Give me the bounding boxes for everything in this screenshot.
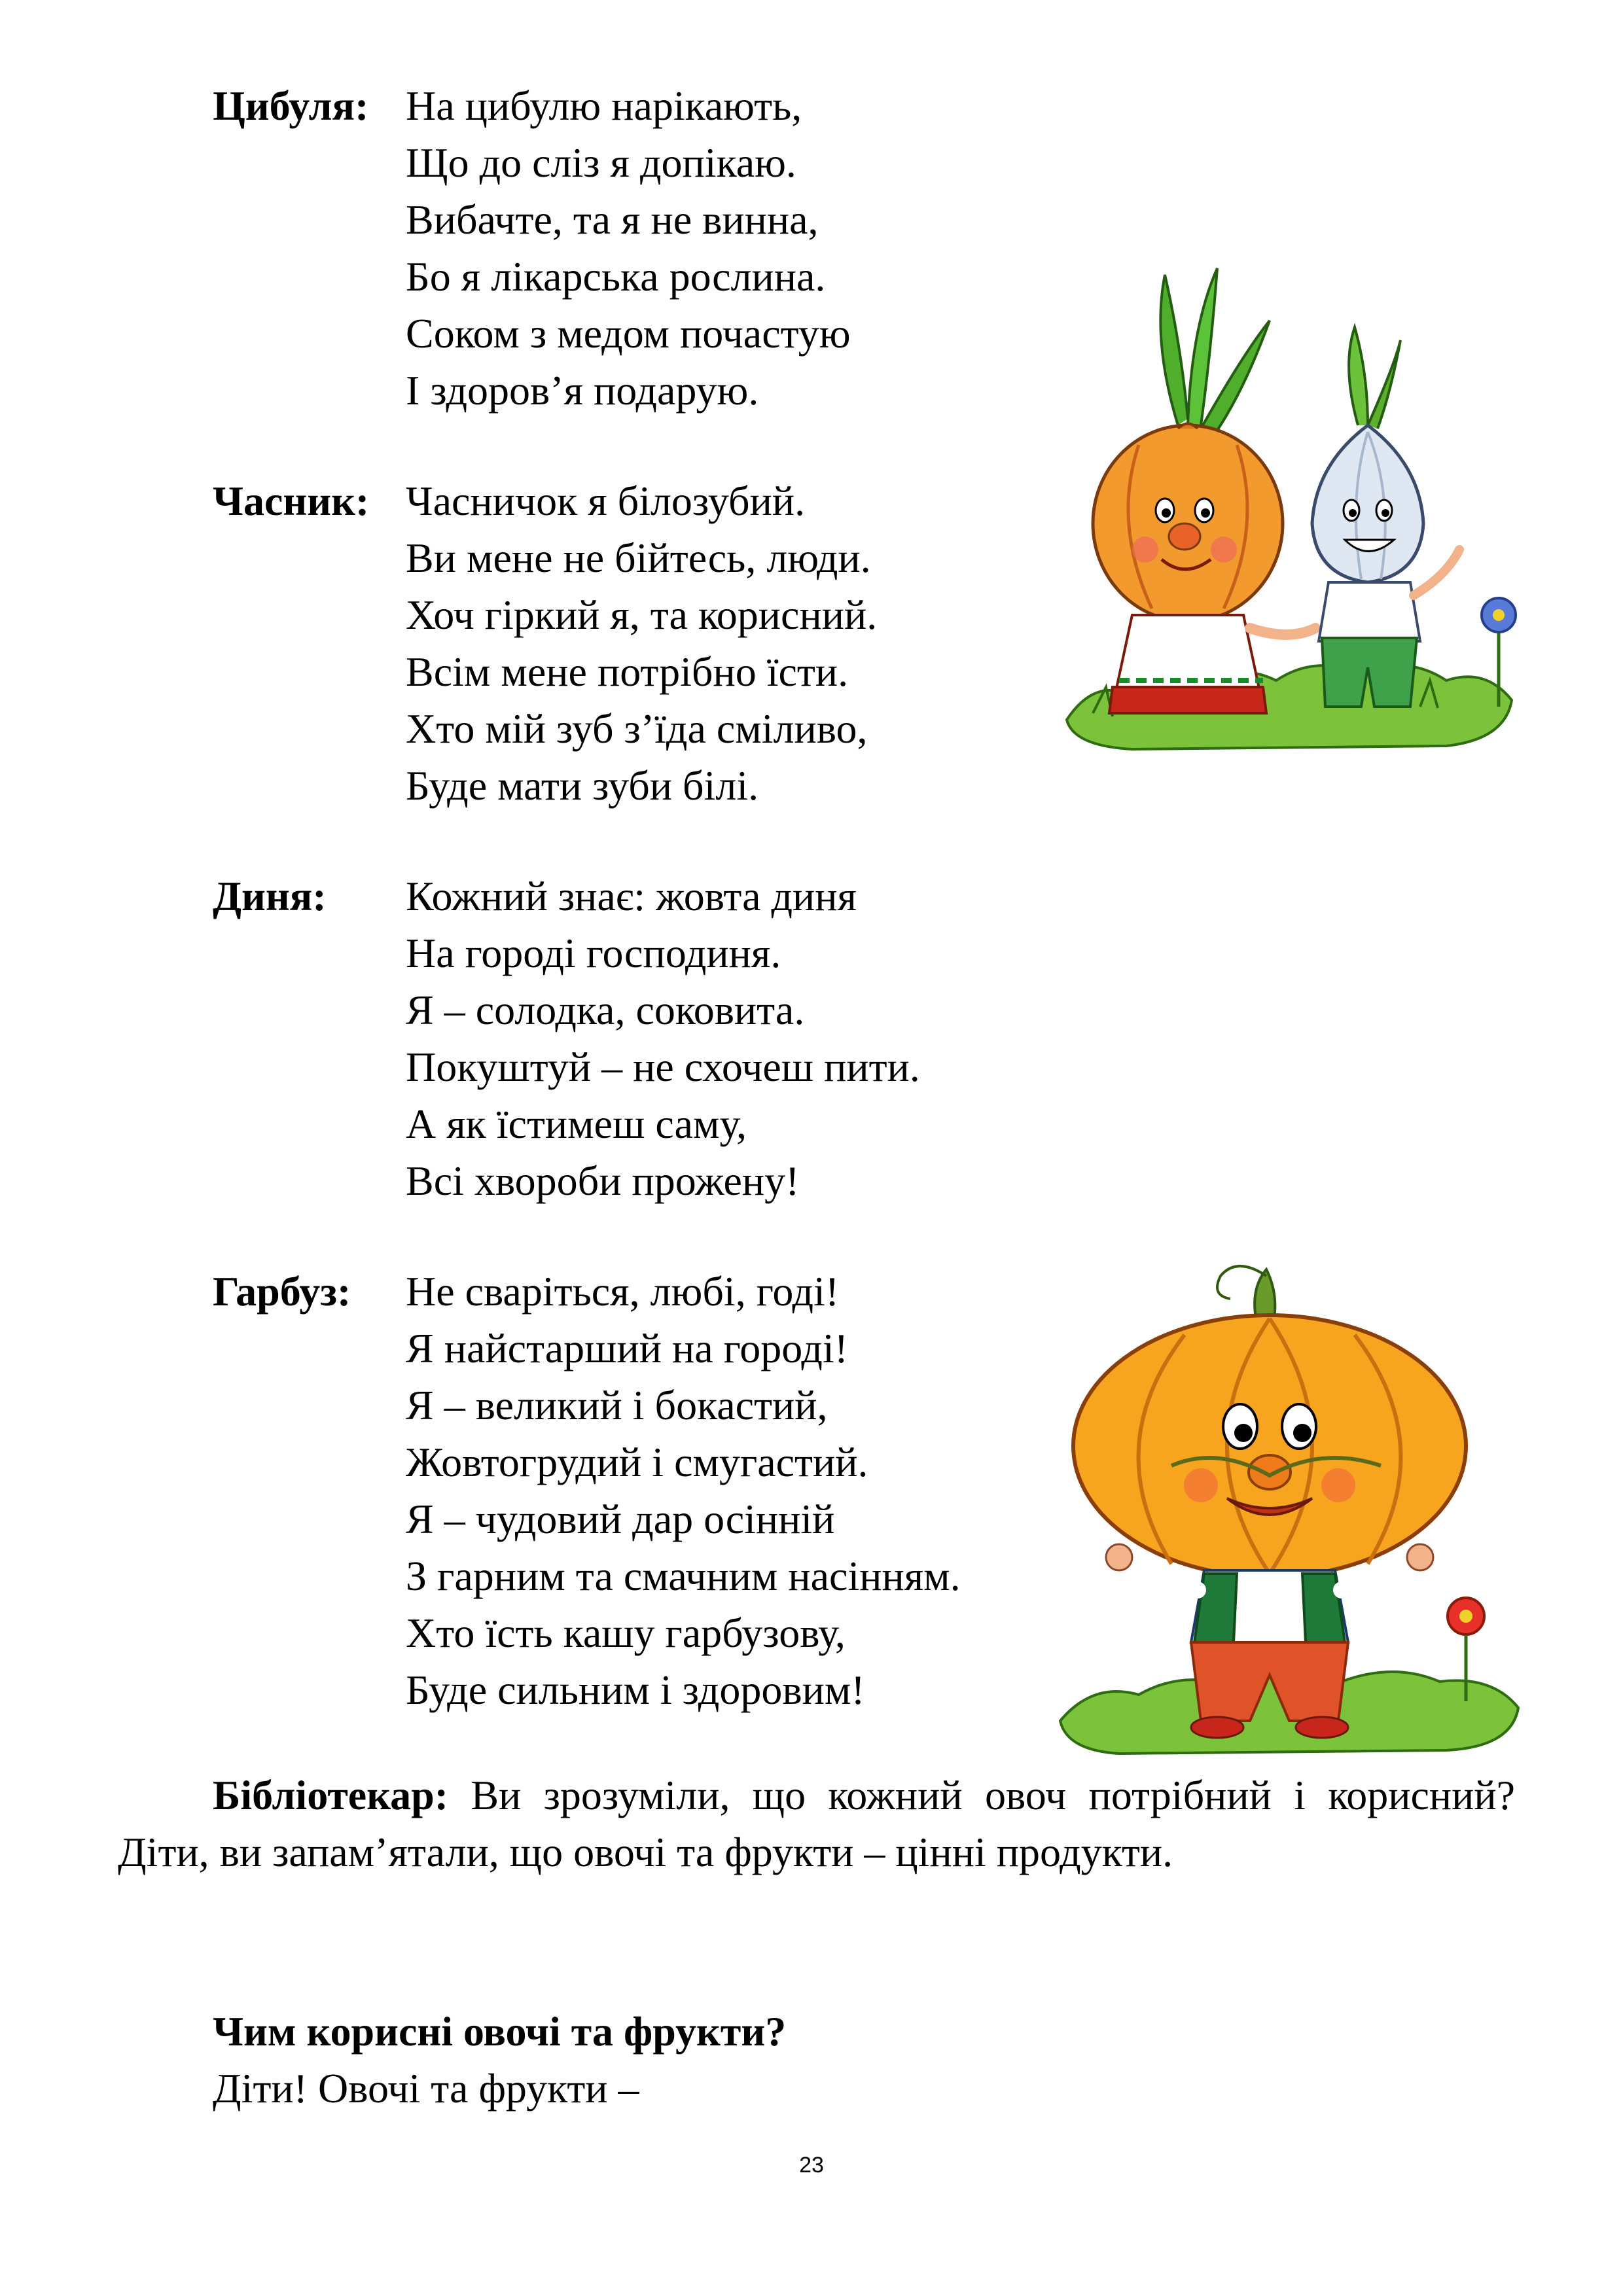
stanza-lines [406, 77, 851, 419]
speaker-librarian: Бібліотекар: [213, 1772, 448, 1818]
verse-line: З гарним та смачним насінням. [406, 1553, 961, 1599]
verse-line: Соком з медом почастую [406, 310, 851, 357]
verse-line: Всі хвороби прожену! [406, 1157, 800, 1204]
verse-line: І здоров’я подарую. [406, 367, 759, 414]
stanza-lines [406, 868, 920, 1209]
pumpkin-illustration [1041, 1250, 1538, 1760]
speaker-melon: Диня: [213, 873, 327, 919]
verse-line: Я найстарший на городі! [406, 1325, 849, 1371]
verse-line: Я – солодка, соковита. [406, 987, 805, 1033]
speaker-pumpkin: Гарбуз: [213, 1268, 351, 1315]
librarian-paragraph [118, 1767, 1515, 1881]
verse-line: На цибулю нарікають, [406, 82, 802, 129]
section-intro-line: Діти! Овочі та фрукти – [213, 2065, 639, 2111]
verse-line: Хто їсть кашу гарбузову, [406, 1610, 846, 1656]
speaker-onion: Цибуля: [213, 82, 369, 129]
verse-line: Я – великий і бокастий, [406, 1382, 828, 1428]
speaker-garlic: Часник: [213, 478, 370, 524]
verse-line: Буде мати зуби білі. [406, 762, 759, 809]
page-number: 23 [799, 2153, 824, 2178]
verse-line: А як їстимеш саму, [406, 1101, 747, 1147]
verse-line: Хто мій зуб з’їда сміливо, [406, 705, 868, 752]
verse-line: Часничок я білозубий. [406, 478, 806, 524]
verse-line: Жовтогрудий і смугастий. [406, 1439, 868, 1485]
onion-garlic-illustration [1054, 262, 1525, 759]
verse-line: Кожний знає: жовта диня [406, 873, 857, 919]
verse-line: Покуштуй – не схочеш пити. [406, 1044, 920, 1090]
section-heading: Чим корисні овочі та фрукти? [213, 2008, 787, 2055]
verse-line: Не сваріться, любі, годі! [406, 1268, 840, 1315]
verse-line: На городі господиня. [406, 930, 781, 976]
verse-line: Бо я лікарська рослина. [406, 253, 826, 300]
verse-line: Я – чудовий дар осінній [406, 1496, 835, 1542]
verse-line: Всім мене потрібно їсти. [406, 648, 849, 695]
verse-line: Що до сліз я допікаю. [406, 139, 796, 186]
verse-line: Буде сильним і здоровим! [406, 1667, 865, 1713]
verse-line: Вибачте, та я не винна, [406, 196, 819, 243]
stanza-lines [406, 1263, 961, 1718]
verse-line: Хоч гіркий я, та корисний. [406, 592, 878, 638]
verse-line: Ви мене не бійтесь, люди. [406, 535, 871, 581]
librarian-text: Ви зрозуміли, що кожний овоч потрібний і корисний? Діти, ви запам’ятали, що овочі та фрукти – цінні продукти. [118, 1772, 1515, 1875]
stanza-lines [406, 472, 877, 814]
